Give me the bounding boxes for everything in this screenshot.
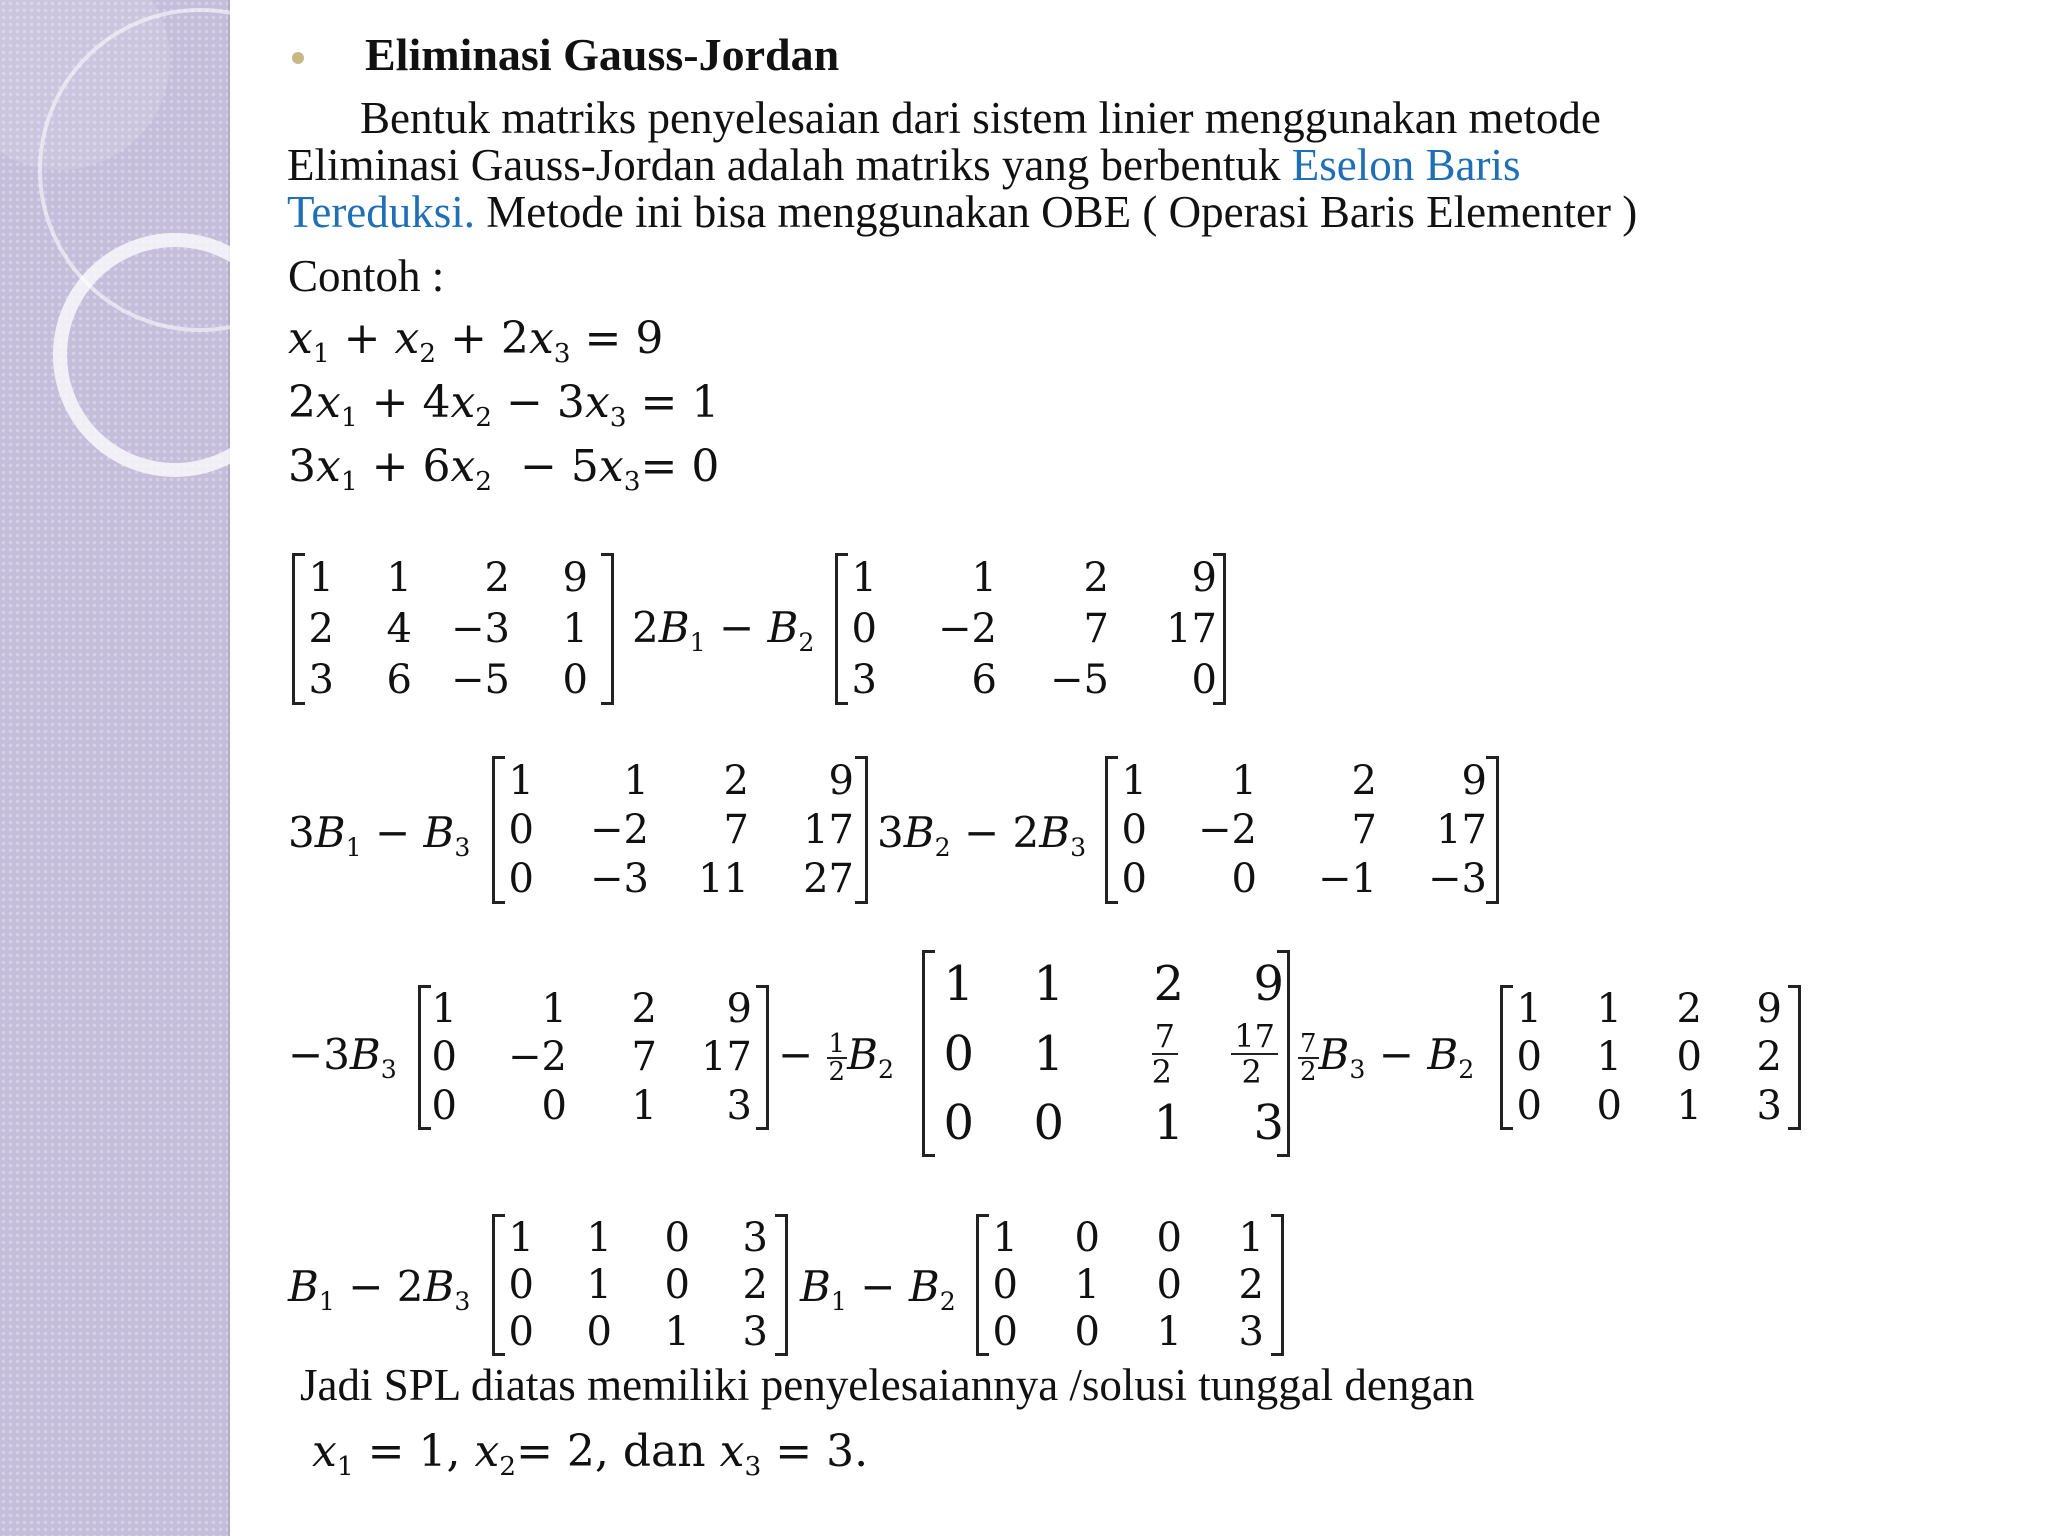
matrix-cell: 1 bbox=[1033, 1025, 1064, 1082]
matrix-cell: 0 bbox=[992, 1309, 1018, 1356]
matrix-cell: 7 bbox=[723, 806, 749, 853]
matrix-cell: −2 bbox=[590, 806, 649, 853]
matrix-cell: 11 bbox=[698, 856, 749, 903]
matrix-7 bbox=[492, 1214, 788, 1356]
fraction: $\frac{7}{2}$ bbox=[1152, 1019, 1184, 1089]
matrix-cell: 1 bbox=[308, 555, 334, 602]
matrix-cell: −3 bbox=[590, 856, 649, 903]
matrix-cell: −2 bbox=[938, 605, 997, 652]
matrix-cell: 3 bbox=[726, 1082, 752, 1129]
matrix-cell: 0 bbox=[541, 1082, 567, 1129]
matrix-cell: 3 bbox=[851, 656, 877, 703]
matrix-cell: −3 bbox=[1428, 856, 1487, 903]
matrix-cell: 1 bbox=[508, 757, 534, 804]
matrix-cell: 9 bbox=[1461, 757, 1487, 804]
matrix-cell: 2 bbox=[1083, 555, 1109, 602]
matrix-cell: 6 bbox=[386, 656, 412, 703]
matrix-cell: 0 bbox=[664, 1214, 690, 1261]
matrix-cell: 1 bbox=[562, 605, 588, 652]
matrix-cell: 0 bbox=[1191, 656, 1217, 703]
matrix-cell: 2 bbox=[1756, 1034, 1782, 1081]
matrix-cell: 1 bbox=[1156, 1309, 1182, 1356]
matrix-cell: 17 bbox=[1166, 605, 1217, 652]
matrix-cell: 0 bbox=[508, 806, 534, 853]
matrix-cell: 0 bbox=[431, 1034, 457, 1081]
matrix-cell: 9 bbox=[1253, 956, 1284, 1013]
matrix-cell: 0 bbox=[1121, 806, 1147, 853]
matrix-cell: 2 bbox=[484, 555, 510, 602]
matrix-cell: 1 bbox=[943, 956, 974, 1013]
matrix-cell: −5 bbox=[1050, 656, 1109, 703]
matrix-cell: 9 bbox=[726, 986, 752, 1033]
matrix-cell: 9 bbox=[1191, 555, 1217, 602]
matrix-cell: 0 bbox=[992, 1261, 1018, 1308]
matrix-cell: 0 bbox=[943, 1025, 974, 1082]
matrix-cell: 1 bbox=[1596, 986, 1622, 1033]
matrix-1 bbox=[835, 553, 1226, 705]
matrix-cell: 3 bbox=[1253, 1094, 1284, 1151]
matrix-0 bbox=[292, 553, 614, 705]
matrix-cell: 0 bbox=[508, 856, 534, 903]
matrix-cell: 1 bbox=[851, 555, 877, 602]
matrix-cell: 7 bbox=[1083, 605, 1109, 652]
matrix-cell: −2 bbox=[1198, 806, 1257, 853]
matrix-cell: 0 bbox=[508, 1261, 534, 1308]
matrix-cell: 9 bbox=[828, 757, 854, 804]
matrix-cell: 2 bbox=[1238, 1261, 1264, 1308]
matrix-cell: −2 bbox=[508, 1034, 567, 1081]
paragraph-text: Metode ini bisa menggunakan OBE ( Operasi Baris Elementer ) bbox=[475, 187, 1638, 237]
matrix-6 bbox=[1500, 985, 1801, 1130]
matrix-cell: 17 bbox=[803, 806, 854, 853]
paragraph-line-1: Bentuk matriks penyelesaian dari sistem linier menggunakan metode bbox=[360, 93, 1601, 143]
matrix-cell: 2 bbox=[308, 605, 334, 652]
matrix-cell: 1 bbox=[1074, 1261, 1100, 1308]
matrix-cell: 1 bbox=[971, 555, 997, 602]
example-label: Contoh : bbox=[288, 251, 445, 301]
row-operation-5: − $\frac{1}{2}$ $B_2$ bbox=[778, 1029, 894, 1087]
paragraph-text: Eliminasi Gauss-Jordan adalah matriks yang berbentuk bbox=[287, 140, 1292, 190]
matrix-cell: 0 bbox=[1033, 1094, 1064, 1151]
matrix-cell: 1 bbox=[541, 986, 567, 1033]
matrix-cell: 1 bbox=[1516, 986, 1542, 1033]
matrix-2 bbox=[492, 756, 868, 904]
matrix-cell: 0 bbox=[1156, 1261, 1182, 1308]
matrix-cell: 1 bbox=[431, 986, 457, 1033]
matrix-cell: 1 bbox=[664, 1309, 690, 1356]
matrix-cell: 27 bbox=[803, 856, 854, 903]
matrix-cell: 1 bbox=[631, 1082, 657, 1129]
matrix-cell: 1 bbox=[1033, 956, 1064, 1013]
matrix-cell: 0 bbox=[1596, 1082, 1622, 1129]
matrix-cell: 1 bbox=[623, 757, 649, 804]
matrix-cell: 0 bbox=[1231, 856, 1257, 903]
matrix-cell: 0 bbox=[1156, 1214, 1182, 1261]
matrix-cell: 1 bbox=[992, 1214, 1018, 1261]
matrix-cell: 0 bbox=[1121, 856, 1147, 903]
matrix-cell: 1 bbox=[508, 1214, 534, 1261]
conclusion-text: Jadi SPL diatas memiliki penyelesaiannya /solusi tunggal dengan bbox=[300, 1360, 1475, 1410]
equation-1: $x_1 + x_2 + 2x_3 = 9$ bbox=[288, 313, 664, 370]
matrix-cell: 0 bbox=[562, 656, 588, 703]
sidebar-decoration bbox=[0, 0, 230, 1536]
matrix-cell: 1 bbox=[386, 555, 412, 602]
matrix-cell: 6 bbox=[971, 656, 997, 703]
matrix-cell: 9 bbox=[1756, 986, 1782, 1033]
matrix-cell: 2 bbox=[723, 757, 749, 804]
matrix-cell: 9 bbox=[562, 555, 588, 602]
paragraph-line-2 bbox=[287, 142, 1520, 189]
matrix-cell: 3 bbox=[742, 1309, 768, 1356]
row-operation-3: $3B_2 - 2B_3$ bbox=[877, 808, 1087, 862]
matrix-cell: 1 bbox=[1121, 757, 1147, 804]
row-operation-7: $B_1 - 2B_3$ bbox=[288, 1262, 471, 1316]
matrix-cell: 2 bbox=[1351, 757, 1377, 804]
matrix-cell: 17 bbox=[701, 1034, 752, 1081]
matrix-cell: 7 bbox=[631, 1034, 657, 1081]
matrix-cell: 0 bbox=[431, 1082, 457, 1129]
matrix-cell: 0 bbox=[1516, 1034, 1542, 1081]
matrix-cell bbox=[1190, 1016, 1290, 1091]
matrix-cell: 2 bbox=[742, 1261, 768, 1308]
matrix-cell: 1 bbox=[586, 1261, 612, 1308]
matrix-cell: 0 bbox=[1074, 1309, 1100, 1356]
row-operation-6: $\frac{7}{2}$ $B_3 - B_2$ bbox=[1300, 1029, 1475, 1087]
matrix-cell: 1 bbox=[1238, 1214, 1264, 1261]
matrix-cell: 0 bbox=[1676, 1034, 1702, 1081]
matrix-8 bbox=[976, 1214, 1284, 1356]
matrix-cell: 1 bbox=[1596, 1034, 1622, 1081]
slide-title: Eliminasi Gauss-Jordan bbox=[365, 29, 840, 80]
matrix-cell: −5 bbox=[451, 656, 510, 703]
row-operation-1: $2B_1 - B_2$ bbox=[632, 603, 815, 657]
matrix-cell: 1 bbox=[1676, 1082, 1702, 1129]
matrix-cell: 3 bbox=[1238, 1309, 1264, 1356]
matrix-cell: 0 bbox=[943, 1094, 974, 1151]
equation-2: $2x_1 + 4x_2 - 3x_3 = 1$ bbox=[288, 377, 720, 434]
matrix-cell: 0 bbox=[1074, 1214, 1100, 1261]
matrix-cell: 0 bbox=[664, 1261, 690, 1308]
matrix-cell: 2 bbox=[631, 986, 657, 1033]
row-operation-2: $3B_1 - B_3$ bbox=[288, 808, 471, 862]
equation-3: $3x_1 + 6x_2 - 5x_3= 0$ bbox=[288, 441, 720, 498]
solution-values: $x_1 = 1$, $x_2= 2$, dan $x_3 = 3$. bbox=[312, 1426, 869, 1483]
tereduksi-link[interactable]: Tereduksi. bbox=[287, 187, 476, 237]
matrix-cell: 0 bbox=[1516, 1082, 1542, 1129]
matrix-cell: 3 bbox=[308, 656, 334, 703]
matrix-cell: 3 bbox=[742, 1214, 768, 1261]
matrix-cell bbox=[1070, 1016, 1190, 1091]
matrix-cell: 4 bbox=[386, 605, 412, 652]
matrix-cell: 3 bbox=[1756, 1082, 1782, 1129]
matrix-3 bbox=[1105, 756, 1499, 904]
matrix-cell: 0 bbox=[508, 1309, 534, 1356]
matrix-cell: 0 bbox=[586, 1309, 612, 1356]
matrix-cell: 7 bbox=[1351, 806, 1377, 853]
matrix-cell: −1 bbox=[1318, 856, 1377, 903]
matrix-5 bbox=[922, 950, 1290, 1157]
matrix-cell: 1 bbox=[586, 1214, 612, 1261]
matrix-cell: 2 bbox=[1153, 956, 1184, 1013]
matrix-cell: 2 bbox=[1676, 986, 1702, 1033]
paragraph-line-3 bbox=[287, 189, 1637, 236]
row-operation-8: $B_1 - B_2$ bbox=[800, 1262, 956, 1316]
bullet-icon bbox=[292, 52, 304, 64]
matrix-cell: 1 bbox=[1231, 757, 1257, 804]
matrix-cell: −3 bbox=[451, 605, 510, 652]
matrix-cell: 17 bbox=[1436, 806, 1487, 853]
matrix-4 bbox=[418, 985, 769, 1130]
fraction: $\frac{17}{2}$ bbox=[1231, 1019, 1284, 1089]
eselon-baris-link[interactable]: Eselon Baris bbox=[1291, 140, 1521, 190]
matrix-cell: 0 bbox=[851, 605, 877, 652]
row-operation-4: $-3B_3$ bbox=[288, 1030, 397, 1084]
matrix-cell: 1 bbox=[1153, 1094, 1184, 1151]
